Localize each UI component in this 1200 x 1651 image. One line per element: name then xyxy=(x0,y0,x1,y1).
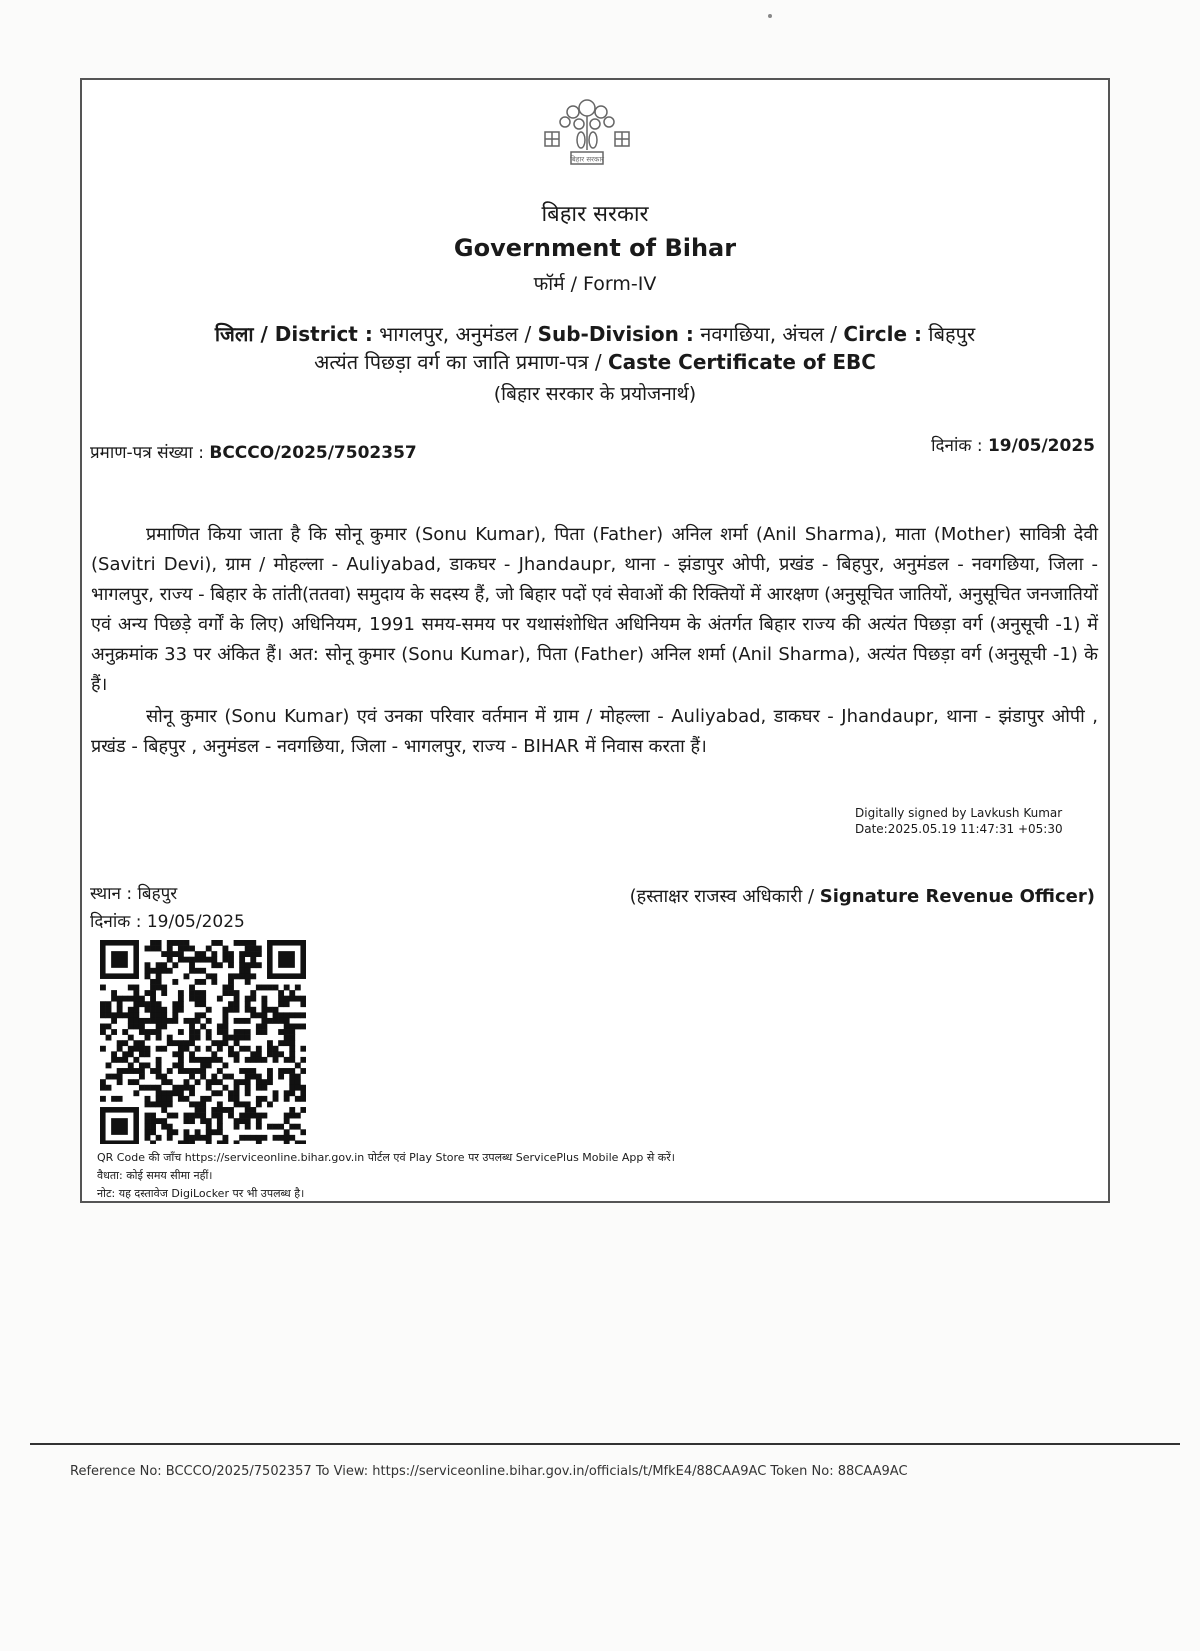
certificate-body-paragraph-1: प्रमाणित किया जाता है कि सोनू कुमार (Sonu Kumar), पिता (Father) अनिल शर्मा (Anil Sharma), माता (Mother) सावित्री देवी (Savitri Devi), ग्राम / मोहल्ला - Auliyabad, डाकघर - Jhandaupr, थाना - झंडापुर ओपी, प्रखंड - बिहपुर, अनुमंडल - नवगछिया, जिला - भागलपुर, राज्य - बिहार के तांती(ततवा) समुदाय के सदस्य हैं, जो बिहार पदों एवं सेवाओं की रिक्तियों में आरक्षण (अनुसूचित जातियों, अनुसूचित जनजातियों एवं अन्य पिछड़े वर्गों के लिए) अधिनियम, 1991 समय-समय पर यथासंशोधित अधिनियम के अंतर्गत बिहार राज्य की अत्यंत पिछड़ा वर्ग (अनुसूची -1) में अनुक्रमांक 33 पर अंकित हैं। अत: सोनू कुमार (Sonu Kumar), पिता (Father) अनिल शर्मा (Anil Sharma), अत्यंत पिछड़ा वर्ग (अनुसूची -1) के हैं। xyxy=(91,524,1098,695)
digital-signature xyxy=(855,805,1063,837)
svg-text:बिहार सरकार: बिहार सरकार xyxy=(569,155,605,164)
footer-divider xyxy=(30,1443,1180,1445)
place-and-date xyxy=(90,880,245,936)
header-government-of-bihar: Government of Bihar xyxy=(453,234,737,262)
qr-verification-note: QR Code की जाँच https://serviceonline.bihar.gov.in पोर्टल एवं Play Store पर उपलब्ध ServicePlus Mobile App से करें। xyxy=(97,1151,675,1164)
revenue-officer-signature: (हस्ताक्षर राजस्व अधिकारी / Signature Revenue Officer) xyxy=(629,886,1095,907)
bihar-bodhi-tree-emblem-icon xyxy=(537,90,637,175)
form-number: फॉर्म / Form-IV xyxy=(533,273,657,295)
certificate-purpose: (बिहार सरकार के प्रयोजनार्थ) xyxy=(493,383,697,405)
certificate-date: दिनांक : 19/05/2025 xyxy=(931,436,1095,456)
scan-speck xyxy=(768,14,772,18)
header-hindi: बिहार सरकार xyxy=(541,202,649,227)
reference-line: Reference No: BCCCO/2025/7502357 To View: https://serviceonline.bihar.gov.in/officials/t/MfkE4/88CAA9AC Token No: 88CAA9AC xyxy=(70,1464,908,1479)
qr-code xyxy=(100,940,306,1144)
location-line: जिला / District : भागलपुर, अनुमंडल / Sub-Division : नवगछिया, अंचल / Circle : बिहपुर xyxy=(214,322,976,346)
place: स्थान : बिहपुर xyxy=(90,884,178,904)
certificate-title: अत्यंत पिछड़ा वर्ग का जाति प्रमाण-पत्र / Caste Certificate of EBC xyxy=(314,350,876,374)
validity-note: वैधता: कोई समय सीमा नहीं। xyxy=(97,1169,213,1182)
digital-signature-date: Date:2025.05.19 11:47:31 +05:30 xyxy=(855,822,1063,836)
digital-signature-signer: Digitally signed by Lavkush Kumar xyxy=(855,806,1063,820)
certificate-number: प्रमाण-पत्र संख्या : BCCCO/2025/7502357 xyxy=(90,443,417,463)
certificate-body-paragraph-2: सोनू कुमार (Sonu Kumar) एवं उनका परिवार वर्तमान में ग्राम / मोहल्ला - Auliyabad, डाकघर - Jhandaupr, थाना - झंडापुर ओपी , प्रखंड - बिहपुर , अनुमंडल - नवगछिया, जिला - भागलपुर, राज्य - BIHAR में निवास करता हैं। xyxy=(91,706,1098,757)
place-date: दिनांक : 19/05/2025 xyxy=(90,912,245,932)
digilocker-note: नोट: यह दस्तावेज DigiLocker पर भी उपलब्ध है। xyxy=(97,1187,305,1200)
